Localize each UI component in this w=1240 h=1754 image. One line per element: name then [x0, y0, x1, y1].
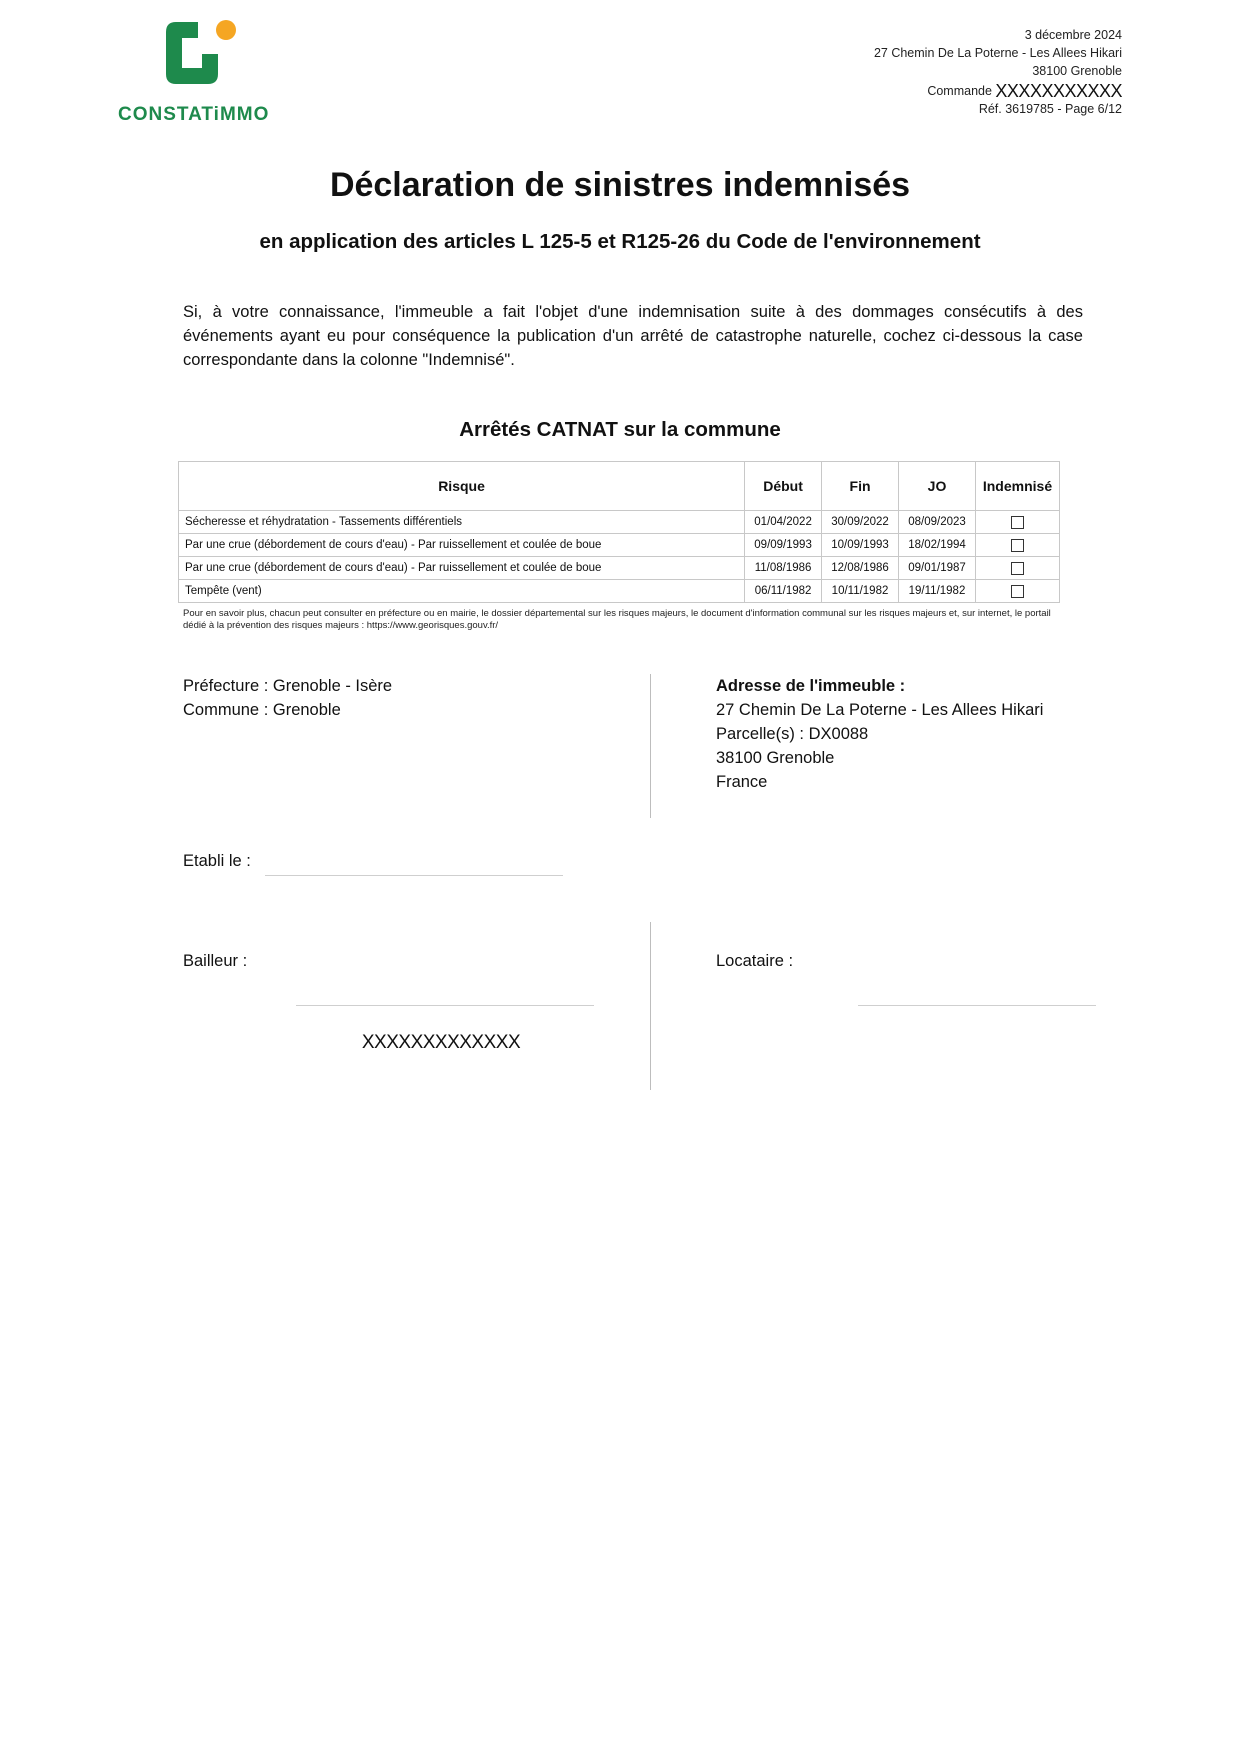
indemnise-checkbox[interactable]	[1011, 516, 1024, 529]
prefecture-text: Préfecture : Grenoble - Isère	[183, 677, 393, 695]
address-line1: 27 Chemin De La Poterne - Les Allees Hikari	[716, 701, 1044, 719]
cell-fin: 12/08/1986	[822, 557, 899, 580]
parcel-text: Parcelle(s) : DX0088	[716, 725, 869, 743]
address-country: France	[716, 773, 768, 791]
cell-debut: 11/08/1986	[745, 557, 822, 580]
document-date: 3 décembre 2024	[1024, 28, 1122, 42]
cell-fin: 10/11/1982	[822, 580, 899, 603]
cell-risque: Par une crue (débordement de cours d'eau) - Par ruissellement et coulée de boue	[179, 534, 745, 557]
order-value-redacted: XXXXXXXXXXX	[995, 81, 1122, 101]
cell-indemnise	[975, 511, 1059, 534]
cell-jo: 18/02/1994	[899, 534, 976, 557]
bailleur-signature-line[interactable]	[296, 1005, 594, 1006]
cell-indemnise	[975, 534, 1059, 557]
cell-fin: 10/09/1993	[822, 534, 899, 557]
company-logo	[118, 18, 288, 128]
cell-indemnise	[975, 580, 1059, 603]
cell-debut: 01/04/2022	[745, 511, 822, 534]
indemnise-checkbox[interactable]	[1011, 539, 1024, 552]
etabli-date-field[interactable]	[265, 875, 563, 876]
cell-risque: Tempête (vent)	[179, 580, 745, 603]
header-jo: JO	[899, 462, 976, 511]
header-debut: Début	[745, 462, 822, 511]
order-label: Commande	[927, 84, 992, 98]
page-title: Déclaration de sinistres indemnisés	[329, 166, 911, 204]
locataire-label: Locataire :	[716, 952, 794, 970]
indemnise-checkbox[interactable]	[1011, 585, 1024, 598]
reference-page: Réf. 3619785 - Page 6/12	[978, 102, 1122, 116]
cell-indemnise	[975, 557, 1059, 580]
cell-fin: 30/09/2022	[822, 511, 899, 534]
header-fin: Fin	[822, 462, 899, 511]
header-address-line1: 27 Chemin De La Poterne - Les Allees Hikari	[873, 46, 1122, 60]
header-indemnise: Indemnisé	[975, 462, 1059, 511]
table-header-row	[179, 462, 1060, 511]
locataire-signature-line[interactable]	[858, 1005, 1096, 1006]
cell-jo: 09/01/1987	[899, 557, 976, 580]
order-line	[874, 80, 1122, 100]
bailleur-signature-redacted: XXXXXXXXXXXXX	[361, 1032, 521, 1053]
logo-mark-icon	[162, 18, 242, 93]
table-row	[179, 511, 1060, 534]
prefecture-info	[183, 674, 392, 722]
catnat-table	[178, 461, 1060, 603]
cell-risque: Sécheresse et réhydratation - Tassements différentiels	[179, 511, 745, 534]
address-city: 38100 Grenoble	[716, 749, 835, 767]
cell-risque: Par une crue (débordement de cours d'eau) - Par ruissellement et coulée de boue	[179, 557, 745, 580]
cell-jo: 08/09/2023	[899, 511, 976, 534]
table-row	[179, 557, 1060, 580]
intro-paragraph: Si, à votre connaissance, l'immeuble a fait l'objet d'une indemnisation suite à des dommages consécutifs à des événements ayant eu pour conséquence la publication d'un arrêté de catastrophe naturelle, cochez ci-dessous la case correspondante dans la colonne "Indemnisé".	[183, 303, 1083, 369]
logo-text: CONSTATiMMO	[118, 104, 270, 125]
bailleur-label: Bailleur :	[183, 952, 248, 970]
column-divider	[650, 674, 651, 818]
indemnise-checkbox[interactable]	[1011, 562, 1024, 575]
header-info	[874, 26, 1122, 118]
signature-divider	[650, 922, 651, 1090]
header-address-line2: 38100 Grenoble	[1032, 64, 1122, 78]
cell-debut: 09/09/1993	[745, 534, 822, 557]
property-address	[716, 674, 1043, 794]
header-risque: Risque	[179, 462, 745, 511]
section-title: Arrêtés CATNAT sur la commune	[459, 418, 781, 441]
info-note: Pour en savoir plus, chacun peut consulter en préfecture ou en mairie, le dossier départemental sur les risques majeurs, le document d'information communal sur les risques majeurs et, sur internet, le portail dédié à la prévention des risques majeurs : https://www.georisques.gouv.fr/	[183, 608, 1051, 631]
cell-debut: 06/11/1982	[745, 580, 822, 603]
address-heading: Adresse de l'immeuble :	[716, 677, 906, 695]
page-subtitle: en application des articles L 125-5 et R125-26 du Code de l'environnement	[259, 230, 981, 253]
table-row	[179, 534, 1060, 557]
cell-jo: 19/11/1982	[899, 580, 976, 603]
table-row	[179, 580, 1060, 603]
etabli-label: Etabli le :	[183, 852, 251, 870]
commune-text: Commune : Grenoble	[183, 701, 341, 719]
